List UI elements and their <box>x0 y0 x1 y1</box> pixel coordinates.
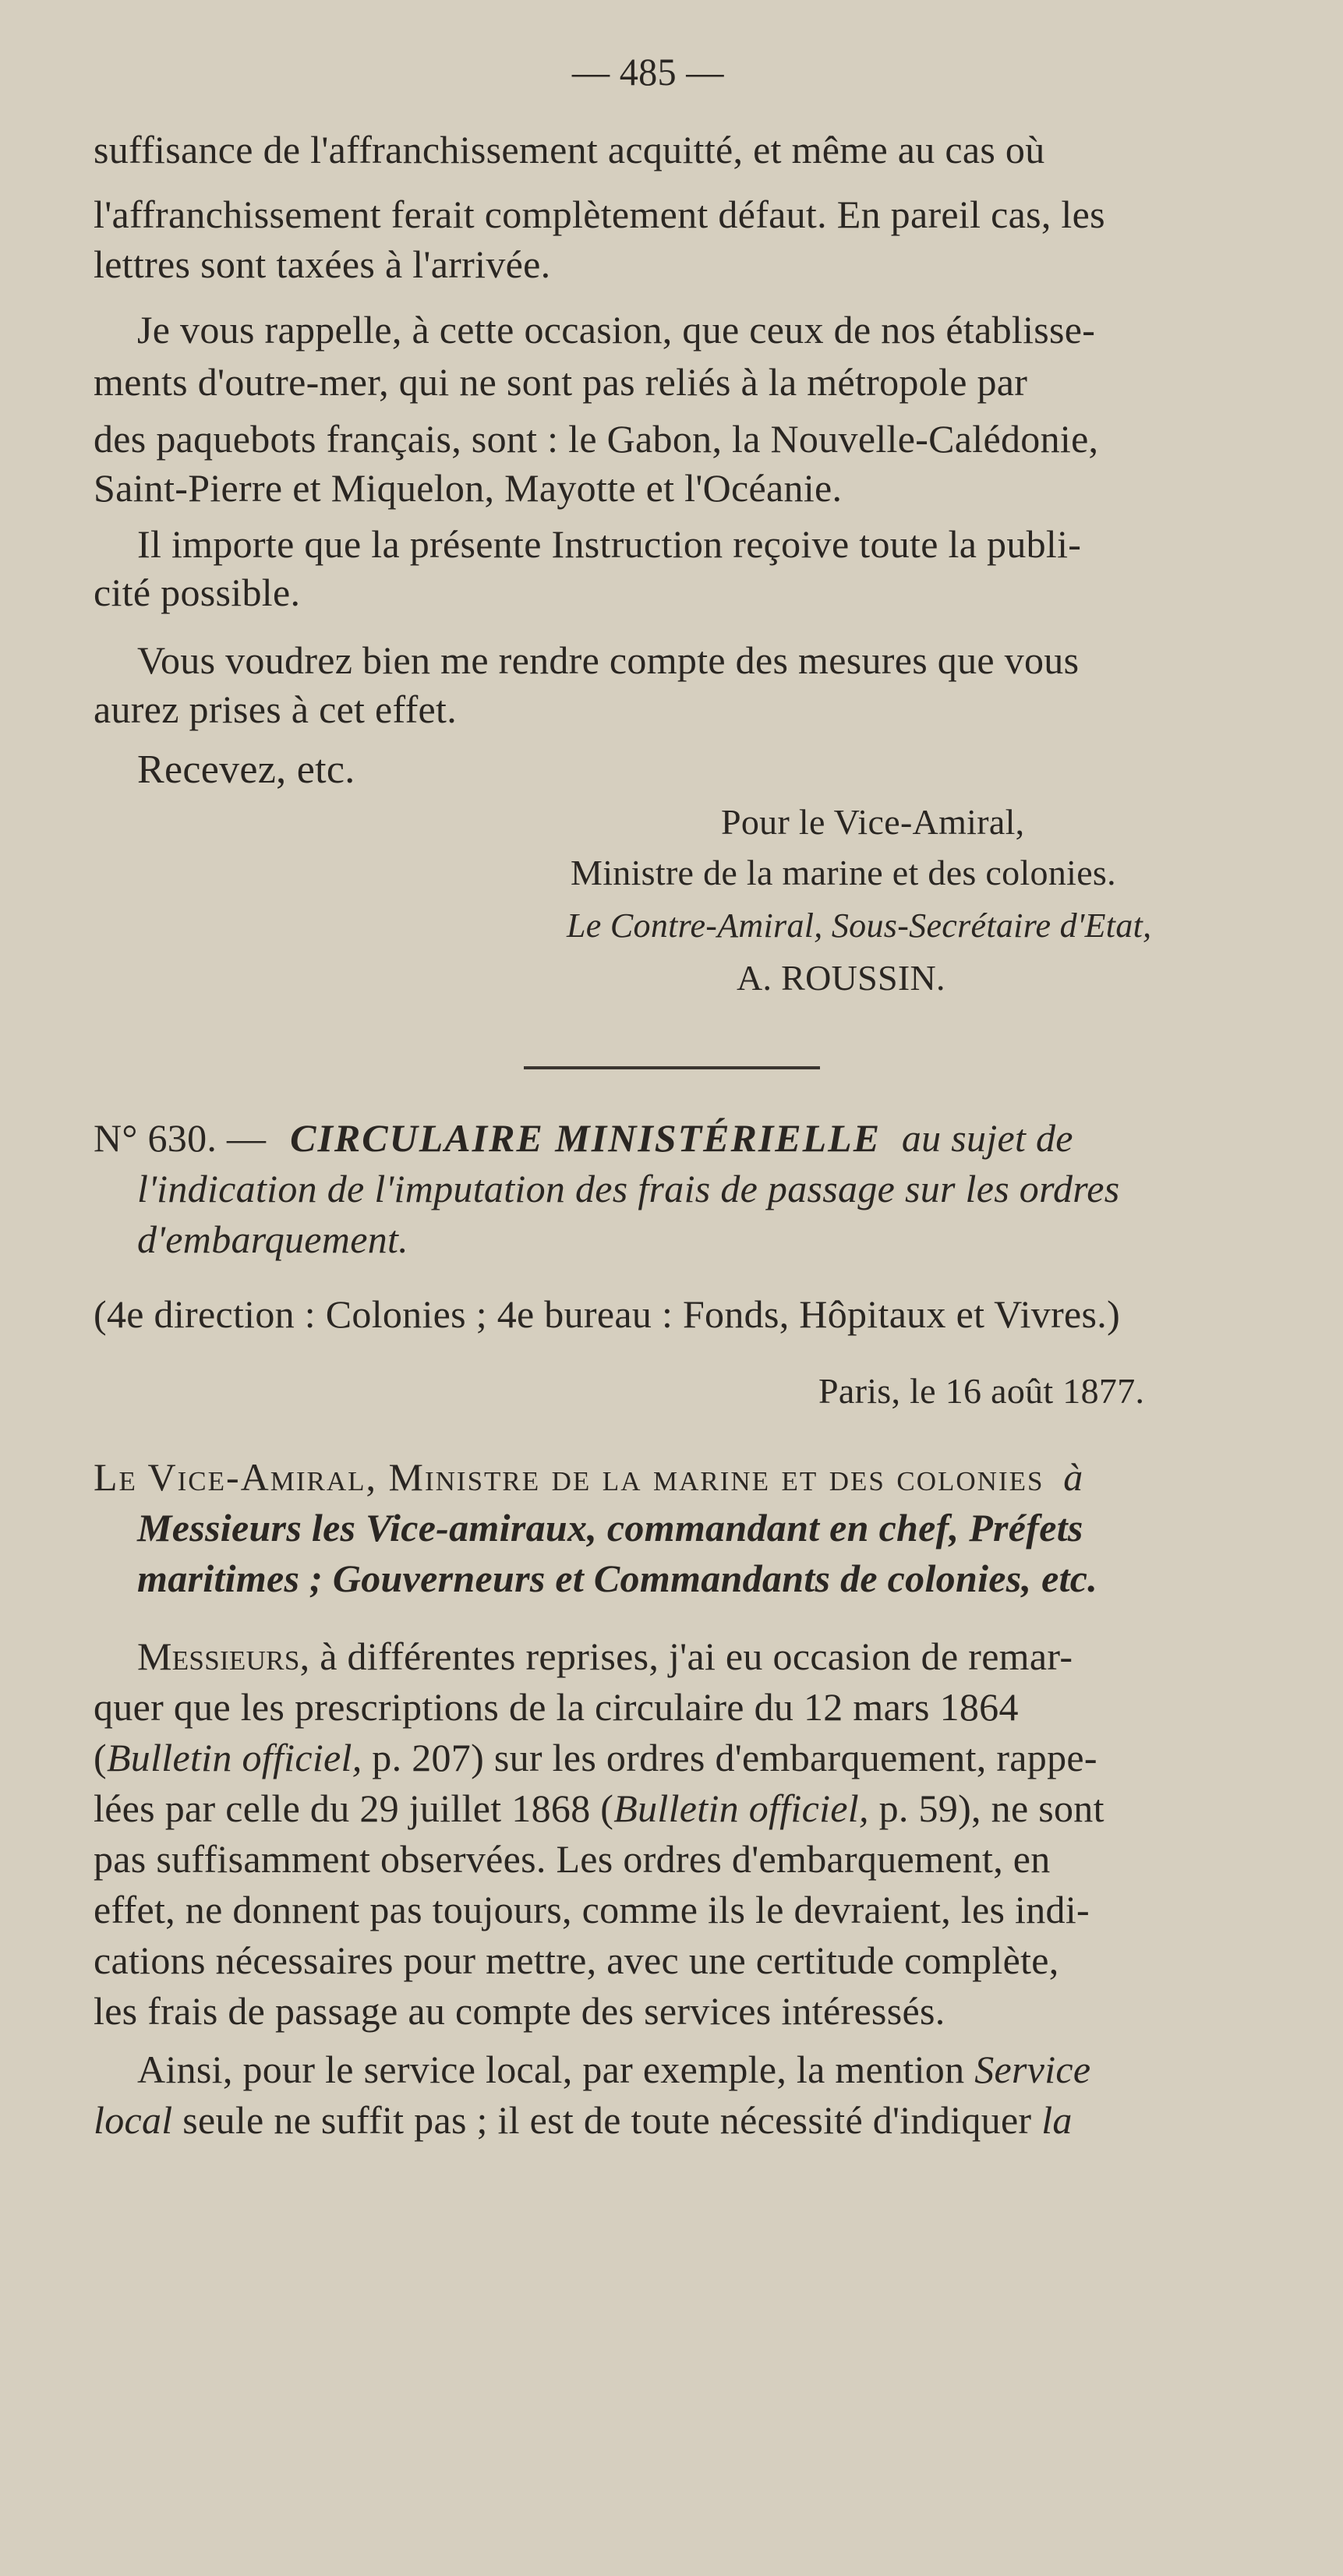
text-span: Service <box>974 2048 1091 2091</box>
page-number: — 485 — <box>571 50 724 94</box>
text-line <box>94 1734 1097 1781</box>
signature-line: Le Contre-Amiral, Sous-Secrétaire d'Etat, <box>567 906 1152 945</box>
signature-name: A. ROUSSIN. <box>737 958 945 998</box>
text-line: lettres sont taxées à l'arrivée. <box>94 242 551 286</box>
text-span: Bulletin officiel, <box>106 1736 362 1779</box>
circular-heading <box>94 1115 1073 1161</box>
text-line: cité possible. <box>94 571 301 614</box>
text-span: p. 59), ne sont <box>868 1786 1104 1830</box>
text-line: des paquebots français, sont : le Gabon, la Nouvelle-Calédonie, <box>94 417 1099 461</box>
signature-line: Ministre de la marine et des colonies. <box>571 853 1116 892</box>
circular-title-rest: au sujet de <box>901 1116 1073 1160</box>
text-span: lées par celle du 29 juillet 1868 ( <box>94 1786 614 1830</box>
closing: Recevez, etc. <box>137 747 355 792</box>
address-line <box>94 1454 1083 1500</box>
text-span: p. 207) sur les ordres d'embarquement, rappe- <box>362 1736 1097 1779</box>
date: Paris, le 16 août 1877. <box>818 1371 1145 1411</box>
text-span: Bulletin officiel, <box>613 1786 869 1830</box>
divider <box>524 1066 820 1069</box>
address-sender: Le Vice-Amiral, Ministre de la marine et des colonies <box>94 1455 1044 1499</box>
text-span: Ainsi, pour le service local, par exemple, la mention <box>137 2048 975 2091</box>
text-line: Je vous rappelle, à cette occasion, que ceux de nos établisse- <box>137 308 1096 352</box>
text-line: l'affranchissement ferait complètement défaut. En pareil cas, les <box>94 193 1105 236</box>
text-span: seule ne suffit pas ; il est de toute nécessité d'indiquer <box>172 2098 1042 2142</box>
text-line: cations nécessaires pour mettre, avec une certitude complète, <box>94 1938 1059 1982</box>
circular-title-line: l'indication de l'imputation des frais de passage sur les ordres <box>137 1167 1120 1210</box>
circular-number: N° 630. — <box>94 1116 267 1160</box>
text-span: , à différentes reprises, j'ai eu occasion de remar- <box>299 1634 1073 1678</box>
text-line <box>137 2046 1090 2093</box>
circular-title: CIRCULAIRE MINISTÉRIELLE <box>290 1116 882 1160</box>
text-line: ments d'outre-mer, qui ne sont pas reliés à la métropole par <box>94 360 1028 404</box>
text-line: Vous voudrez bien me rendre compte des mesures que vous <box>137 638 1080 682</box>
text-span: local <box>94 2098 173 2142</box>
text-span: ( <box>94 1736 107 1779</box>
text-line: aurez prises à cet effet. <box>94 687 458 731</box>
text-line: les frais de passage au compte des services intéressés. <box>94 1989 945 2033</box>
text-line <box>94 1785 1104 1832</box>
salutation: Messieurs <box>137 1634 300 1678</box>
text-line: Saint-Pierre et Miquelon, Mayotte et l'Océanie. <box>94 466 843 510</box>
text-line: quer que les prescriptions de la circulaire du 12 mars 1864 <box>94 1685 1019 1729</box>
direction: (4e direction : Colonies ; 4e bureau : Fonds, Hôpitaux et Vivres.) <box>94 1292 1121 1336</box>
text-line <box>94 2097 1073 2143</box>
text-line <box>137 1633 1073 1680</box>
address-line: Messieurs les Vice-amiraux, commandant en chef, Préfets <box>137 1506 1083 1549</box>
text-span: la <box>1041 2098 1073 2142</box>
address-to: à <box>1063 1455 1083 1499</box>
circular-title-line: d'embarquement. <box>137 1217 408 1261</box>
text-line: Il importe que la présente Instruction reçoive toute la publi- <box>137 522 1082 566</box>
text-line: suffisance de l'affranchissement acquitté, et même au cas où <box>94 128 1045 171</box>
address-line: maritimes ; Gouverneurs et Commandants de colonies, etc. <box>137 1557 1098 1600</box>
text-line: effet, ne donnent pas toujours, comme ils le devraient, les indi- <box>94 1888 1090 1931</box>
text-line: pas suffisamment observées. Les ordres d'embarquement, en <box>94 1837 1051 1881</box>
signature-line: Pour le Vice-Amiral, <box>721 802 1025 842</box>
